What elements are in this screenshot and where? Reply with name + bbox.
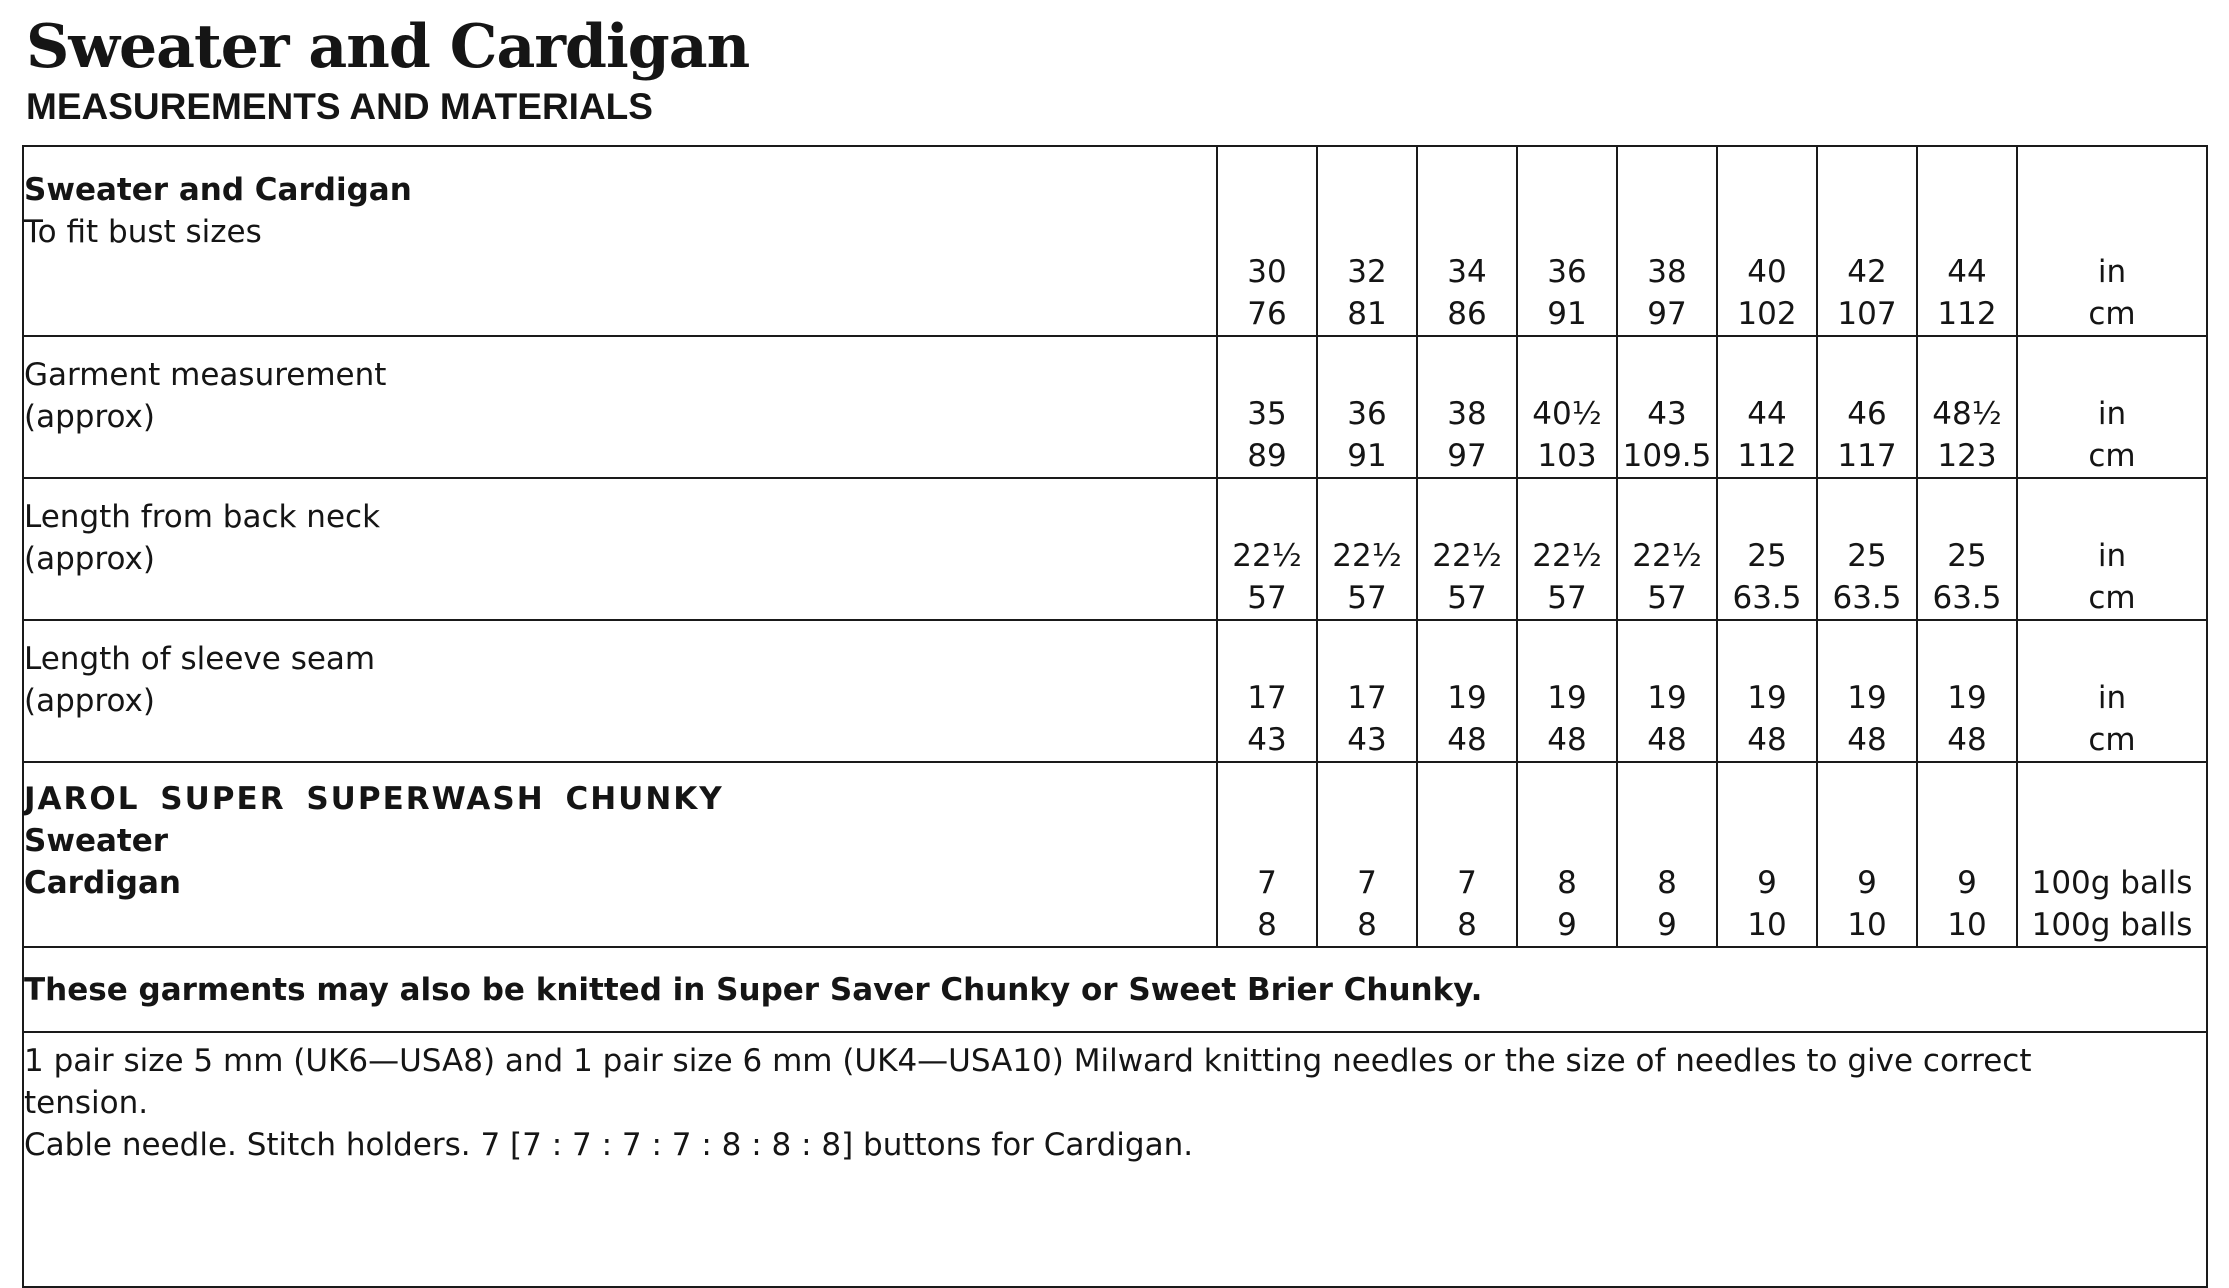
value-primary: 36 (1347, 396, 1387, 432)
value-secondary: 8 (1357, 907, 1377, 943)
value-primary: 34 (1447, 254, 1487, 290)
needles-line: Cable needle. Stitch holders. 7 [7 : 7 : 7 : 7 : 8 : 8 : 8] buttons for Cardigan. (24, 1127, 1194, 1163)
value-secondary: 112 (1937, 296, 1997, 332)
size-cell (1717, 620, 1817, 762)
value-primary: 17 (1247, 680, 1287, 716)
value-secondary: 43 (1247, 722, 1287, 758)
unit-label: cm (2088, 722, 2136, 758)
size-cell (1517, 146, 1617, 336)
value-secondary: 8 (1457, 907, 1477, 943)
value-primary: 36 (1547, 254, 1587, 290)
unit-label: in (2097, 538, 2127, 574)
needles-line: tension. (24, 1085, 149, 1121)
value-primary: 38 (1647, 254, 1687, 290)
value-primary: 9 (1757, 865, 1777, 901)
value-primary: 40 (1747, 254, 1787, 290)
value-secondary: 91 (1347, 438, 1387, 474)
row-label (23, 762, 1217, 947)
value-primary: 22½ (1632, 538, 1702, 574)
measurements-body (23, 146, 2207, 1287)
bust-size-row (23, 146, 2207, 336)
size-cell (1817, 146, 1917, 336)
value-primary: 17 (1347, 680, 1387, 716)
row-label-line: (approx) (24, 541, 155, 577)
value-secondary: 48 (1747, 722, 1787, 758)
value-primary: 43 (1647, 396, 1687, 432)
needles-row (23, 1032, 2207, 1287)
value-secondary: 123 (1937, 438, 1997, 474)
value-secondary: 48 (1447, 722, 1487, 758)
size-cell (1617, 146, 1717, 336)
size-cell (1917, 620, 2017, 762)
size-cell (1917, 146, 2017, 336)
row-label-line: Garment measurement (24, 357, 387, 393)
value-secondary: 9 (1657, 907, 1677, 943)
value-secondary: 48 (1947, 722, 1987, 758)
value-secondary: 63.5 (1932, 580, 2002, 616)
unit-label: cm (2088, 438, 2136, 474)
size-cell (1817, 336, 1917, 478)
size-cell (1817, 762, 1917, 947)
row-label-line: JAROL SUPER SUPERWASH CHUNKY (24, 781, 724, 817)
value-secondary: 76 (1247, 296, 1287, 332)
alternative-yarn-note: These garments may also be knitted in Super Saver Chunky or Sweet Brier Chunky. (23, 947, 2207, 1032)
size-cell (1417, 478, 1517, 620)
size-cell (1317, 620, 1417, 762)
value-primary: 7 (1357, 865, 1377, 901)
value-secondary: 10 (1847, 907, 1887, 943)
size-cell (1317, 146, 1417, 336)
value-primary: 30 (1247, 254, 1287, 290)
unit-label: in (2097, 396, 2127, 432)
value-secondary: 81 (1347, 296, 1387, 332)
value-primary: 9 (1957, 865, 1977, 901)
row-label-line: Length from back neck (24, 499, 381, 535)
value-secondary: 57 (1547, 580, 1587, 616)
value-secondary: 117 (1837, 438, 1897, 474)
size-cell (1717, 478, 1817, 620)
value-primary: 22½ (1232, 538, 1302, 574)
size-cell (1417, 336, 1517, 478)
value-primary: 48½ (1932, 396, 2002, 432)
size-cell (1617, 620, 1717, 762)
size-cell (1217, 620, 1317, 762)
size-cell (1417, 620, 1517, 762)
size-cell (1717, 762, 1817, 947)
value-secondary: 97 (1447, 438, 1487, 474)
unit-label: in (2097, 680, 2127, 716)
value-secondary: 57 (1347, 580, 1387, 616)
value-primary: 22½ (1332, 538, 1402, 574)
alternative-yarn-row (23, 947, 2207, 1032)
unit-cell (2017, 336, 2207, 478)
size-cell (1617, 336, 1717, 478)
value-secondary: 97 (1647, 296, 1687, 332)
value-primary: 35 (1247, 396, 1287, 432)
size-cell (1917, 762, 2017, 947)
size-cell (1517, 762, 1617, 947)
needles-line: 1 pair size 5 mm (UK6—USA8) and 1 pair size 6 mm (UK4—USA10) Milward knitting needles or the size of needles to give correct (24, 1043, 2032, 1079)
unit-cell (2017, 146, 2207, 336)
value-primary: 22½ (1432, 538, 1502, 574)
row-label (23, 336, 1217, 478)
value-primary: 8 (1557, 865, 1577, 901)
value-secondary: 112 (1737, 438, 1797, 474)
unit-label: 100g balls (2031, 865, 2193, 901)
value-primary: 42 (1847, 254, 1887, 290)
value-secondary: 102 (1737, 296, 1797, 332)
needles-text (23, 1032, 2207, 1287)
row-label-line: (approx) (24, 683, 155, 719)
size-cell (1317, 762, 1417, 947)
sleeve-seam-row (23, 620, 2207, 762)
row-label (23, 620, 1217, 762)
row-label (23, 478, 1217, 620)
size-cell (1317, 478, 1417, 620)
row-label-line: Sweater and Cardigan (24, 172, 412, 208)
value-primary: 19 (1447, 680, 1487, 716)
value-secondary: 103 (1537, 438, 1597, 474)
value-secondary: 57 (1647, 580, 1687, 616)
value-primary: 25 (1947, 538, 1987, 574)
value-primary: 38 (1447, 396, 1487, 432)
value-secondary: 8 (1257, 907, 1277, 943)
value-secondary: 63.5 (1832, 580, 1902, 616)
row-label-line: To fit bust sizes (24, 214, 262, 250)
value-secondary: 109.5 (1622, 438, 1712, 474)
value-secondary: 48 (1647, 722, 1687, 758)
value-primary: 19 (1647, 680, 1687, 716)
size-cell (1517, 620, 1617, 762)
value-secondary: 48 (1547, 722, 1587, 758)
value-primary: 46 (1847, 396, 1887, 432)
value-primary: 44 (1947, 254, 1987, 290)
value-primary: 19 (1547, 680, 1587, 716)
size-cell (1617, 478, 1717, 620)
garment-measurement-row (23, 336, 2207, 478)
page-subtitle: MEASUREMENTS AND MATERIALS (26, 86, 653, 127)
value-primary: 25 (1747, 538, 1787, 574)
value-secondary: 86 (1447, 296, 1487, 332)
value-primary: 8 (1657, 865, 1677, 901)
value-primary: 19 (1747, 680, 1787, 716)
value-secondary: 48 (1847, 722, 1887, 758)
value-secondary: 89 (1247, 438, 1287, 474)
size-cell (1417, 762, 1517, 947)
size-cell (1217, 762, 1317, 947)
value-secondary: 43 (1347, 722, 1387, 758)
unit-cell (2017, 478, 2207, 620)
size-cell (1617, 762, 1717, 947)
value-secondary: 107 (1837, 296, 1897, 332)
value-secondary: 57 (1447, 580, 1487, 616)
size-cell (1817, 620, 1917, 762)
measurements-table (22, 145, 2208, 1288)
size-cell (1717, 336, 1817, 478)
row-label (23, 146, 1217, 336)
value-primary: 40½ (1532, 396, 1602, 432)
size-cell (1517, 478, 1617, 620)
size-cell (1917, 478, 2017, 620)
size-cell (1417, 146, 1517, 336)
unit-label: 100g balls (2031, 907, 2193, 943)
row-label-line: Cardigan (24, 865, 181, 901)
size-cell (1217, 336, 1317, 478)
row-label-line: Sweater (24, 823, 169, 859)
value-primary: 19 (1847, 680, 1887, 716)
unit-cell (2017, 620, 2207, 762)
size-cell (1317, 336, 1417, 478)
back-neck-length-row (23, 478, 2207, 620)
unit-label: cm (2088, 296, 2136, 332)
size-cell (1517, 336, 1617, 478)
value-secondary: 10 (1747, 907, 1787, 943)
value-secondary: 57 (1247, 580, 1287, 616)
unit-label: in (2097, 254, 2127, 290)
value-primary: 9 (1857, 865, 1877, 901)
row-label-line: Length of sleeve seam (24, 641, 376, 677)
value-secondary: 63.5 (1732, 580, 1802, 616)
value-primary: 25 (1847, 538, 1887, 574)
page-title: Sweater and Cardigan (26, 12, 750, 82)
value-primary: 44 (1747, 396, 1787, 432)
row-label-line: (approx) (24, 399, 155, 435)
value-primary: 22½ (1532, 538, 1602, 574)
size-cell (1817, 478, 1917, 620)
size-cell (1217, 478, 1317, 620)
unit-label: cm (2088, 580, 2136, 616)
value-primary: 7 (1457, 865, 1477, 901)
value-primary: 7 (1257, 865, 1277, 901)
size-cell (1717, 146, 1817, 336)
value-primary: 19 (1947, 680, 1987, 716)
value-secondary: 10 (1947, 907, 1987, 943)
value-secondary: 9 (1557, 907, 1577, 943)
size-cell (1217, 146, 1317, 336)
value-secondary: 91 (1547, 296, 1587, 332)
yarn-quantity-row (23, 762, 2207, 947)
size-cell (1917, 336, 2017, 478)
value-primary: 32 (1347, 254, 1387, 290)
unit-cell (2017, 762, 2207, 947)
